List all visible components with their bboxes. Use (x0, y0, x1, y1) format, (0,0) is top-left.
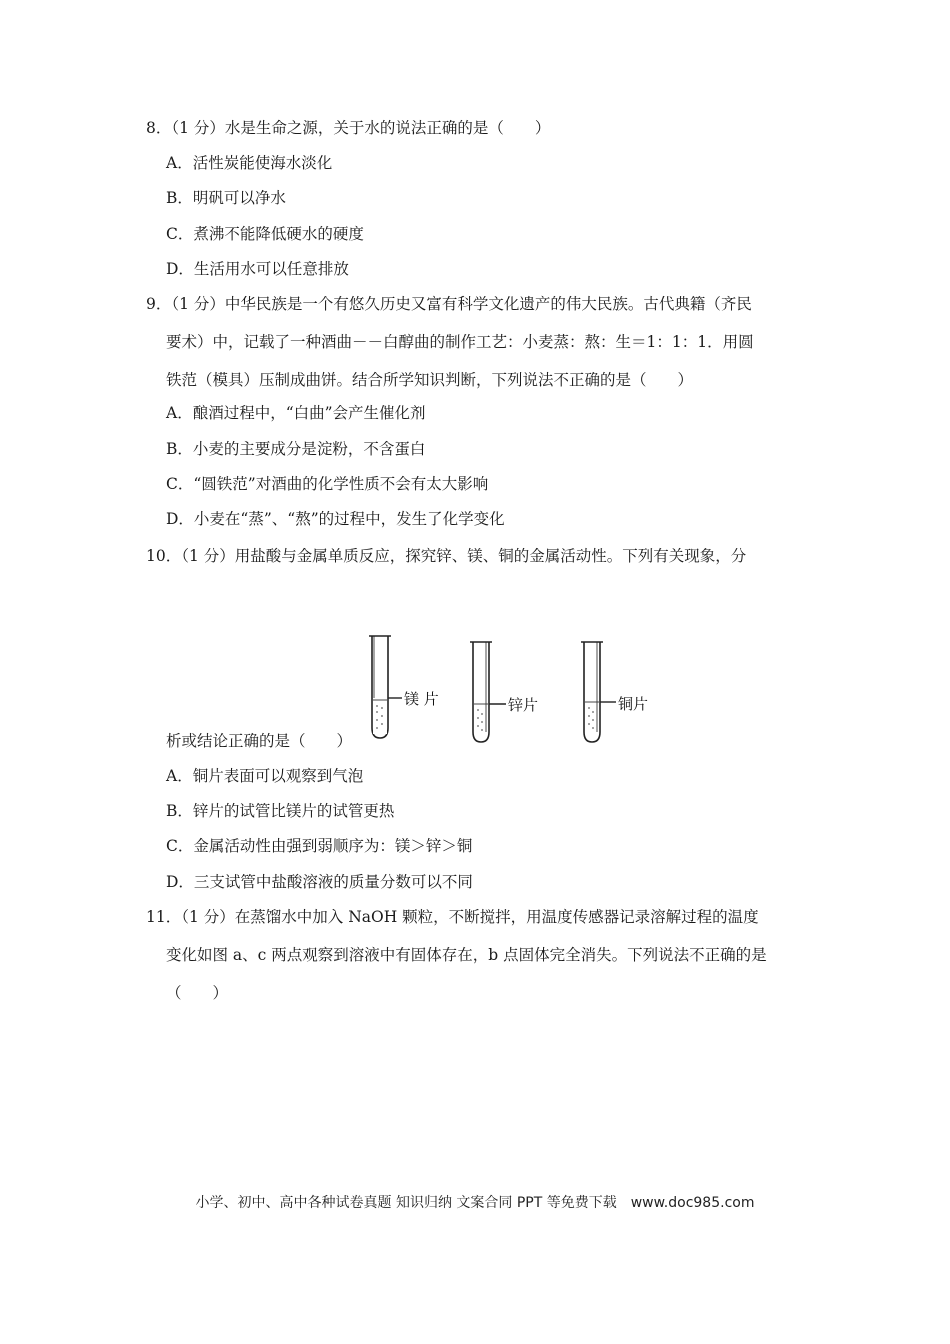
q10-stem-line-2: 析或结论正确的是（ ） (166, 732, 353, 750)
q10-option-b: B．锌片的试管比镁片的试管更热 (166, 802, 395, 820)
q9-option-d: D．小麦在“蒸”、“熬”的过程中，发生了化学变化 (166, 510, 505, 528)
q9-stem-line-2: 要术）中，记载了一种酒曲－－白醇曲的制作工艺：小麦蒸：熬：生＝1：1：1．用圆 (166, 333, 754, 351)
q8-stem: 8．（1 分）水是生命之源，关于水的说法正确的是（ ） (146, 119, 551, 137)
label-copper: 铜片 (618, 695, 649, 713)
q9-stem-line-3: 铁范（模具）压制成曲饼。结合所学知识判断，下列说法不正确的是（ ） (166, 371, 694, 389)
q9-option-c: C．“圆铁范”对酒曲的化学性质不会有太大影响 (166, 475, 489, 493)
label-zinc: 锌片 (508, 696, 539, 714)
q9-option-a: A．酿酒过程中，“白曲”会产生催化剂 (166, 404, 426, 422)
q11-stem-line-2: 变化如图 a、c 两点观察到溶液中有固体存在，b 点固体完全消失。下列说法不正确的是 (166, 946, 767, 964)
q8-option-c: C．煮沸不能降低硬水的硬度 (166, 225, 364, 243)
page-footer: 小学、初中、高中各种试卷真题 知识归纳 文案合同 PPT 等免费下载 www.doc985.com (195, 1195, 755, 1211)
test-tube-zinc (470, 642, 492, 742)
q9-option-b: B．小麦的主要成分是淀粉，不含蛋白 (166, 440, 426, 458)
q11-stem-line-1: 11．（1 分）在蒸馏水中加入 NaOH 颗粒，不断搅拌，用温度传感器记录溶解过程的温度 (146, 908, 759, 926)
q10-option-a: A．铜片表面可以观察到气泡 (166, 767, 364, 785)
test-tube-figure (362, 632, 662, 748)
q11-stem-line-3: （ ） (166, 984, 229, 1002)
q9-stem-line-1: 9．（1 分）中华民族是一个有悠久历史又富有科学文化遗产的伟大民族。古代典籍（齐民 (146, 295, 752, 313)
q10-stem-line-1: 10．（1 分）用盐酸与金属单质反应，探究锌、镁、铜的金属活动性。下列有关现象，分 (146, 547, 747, 565)
q8-option-a: A．活性炭能使海水淡化 (166, 154, 333, 172)
q8-option-d: D．生活用水可以任意排放 (166, 260, 349, 278)
q10-option-d: D．三支试管中盐酸溶液的质量分数可以不同 (166, 873, 473, 891)
q8-option-b: B．明矾可以净水 (166, 189, 286, 207)
test-tube-copper (581, 642, 603, 742)
label-magnesium: 镁 片 (404, 690, 439, 708)
q10-option-c: C．金属活动性由强到弱顺序为：镁＞锌＞铜 (166, 837, 473, 855)
